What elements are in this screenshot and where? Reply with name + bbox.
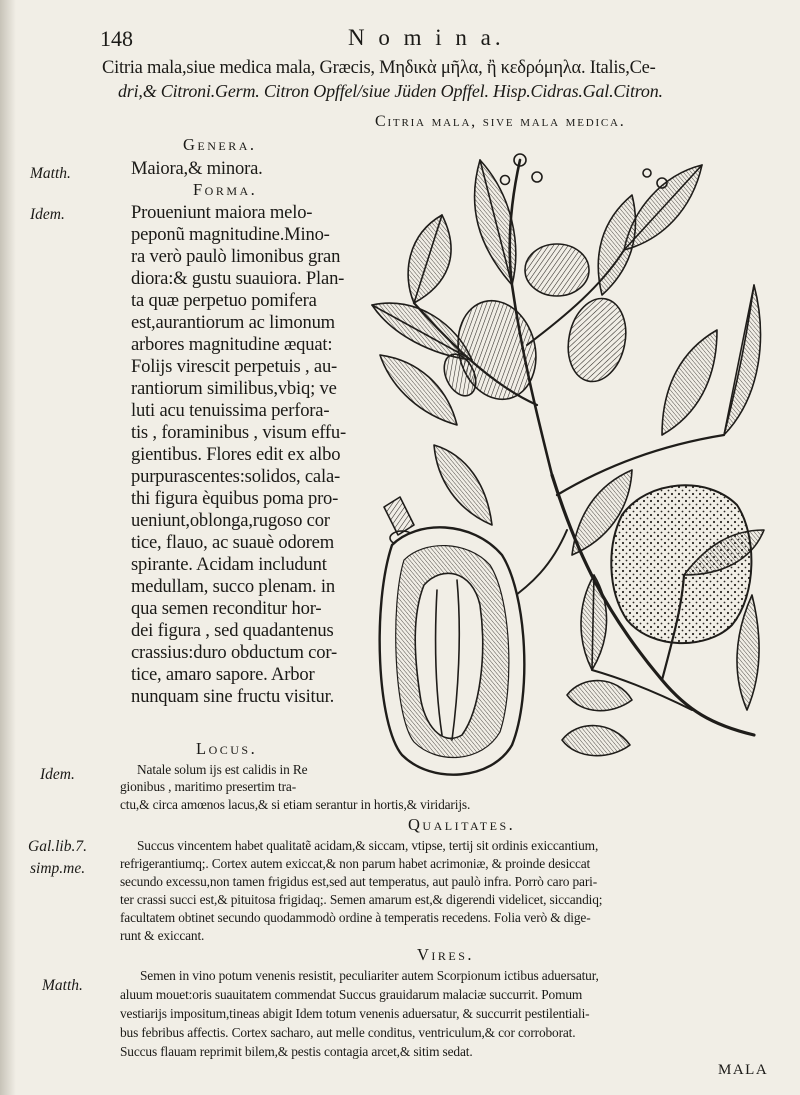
- genera-heading: Genera.: [183, 135, 257, 154]
- vires-line: Semen in vino potum venenis resistit, peculiariter autem Scorpionum ictibus aduersatur,: [140, 968, 599, 983]
- margin-note-matth-vires: Matth.: [42, 977, 83, 994]
- forma-line: thi figura èquibus poma pro-: [131, 488, 339, 509]
- forma-line: purpurascentes:solidos, cala-: [131, 466, 340, 487]
- qualitates-line: refrigerantiumq;. Cortex autem exiccat,& non parum habet acrimoniæ, & proinde desiccat: [120, 856, 591, 871]
- genera-text: Maiora,& minora.: [131, 158, 263, 179]
- qualitates-line: secundo excessu,non tamen frigidus est,sed aut temperatus, aut paulò infra. Porrò caro pari-: [120, 874, 598, 889]
- margin-note-matth: Matth.: [30, 165, 71, 182]
- page-number: 148: [100, 26, 133, 51]
- margin-note-idem: Idem.: [30, 206, 65, 223]
- citron-woodcut-illustration: [362, 135, 770, 785]
- margin-note-simp-me: simp.me.: [30, 860, 86, 877]
- forma-line: medullam, succo plenam. in: [131, 576, 335, 597]
- vires-line: Succus flauam reprimit bilem,& pestis contagia arcet,& sitim sedat.: [120, 1044, 473, 1059]
- vires-line: vestiarijs impositum,tineas abigit Idem totum venenis aduersatur, & succurrit pestilentiali-: [120, 1006, 590, 1021]
- forma-line: nunquam sine fructu visitur.: [131, 686, 335, 707]
- forma-line: Folijs virescit perpetuis , au-: [131, 356, 338, 377]
- forma-line: qua semen reconditur hor-: [131, 598, 322, 619]
- forma-line: crassius:duro obductum cor-: [131, 642, 337, 663]
- forma-line: tice, flauo, ac suauè odorem: [131, 532, 334, 553]
- locus-line: Natale solum ijs est calidis in Re: [137, 762, 308, 777]
- margin-note-idem-locus: Idem.: [40, 766, 75, 783]
- names-line-2: dri,& Citroni.Germ. Citron Opffel/siue Jüden Opffel. Hisp.Cidras.Gal.Citron.: [118, 81, 663, 101]
- forma-line: tis , foraminibus , visum effu-: [131, 422, 347, 443]
- vires-line: aluum mouet:oris suauitatem commendat Succus grauidarum malaciæ succurrit. Pomum: [120, 987, 583, 1002]
- names-line-1: Citria mala,siue medica mala, Græcis, Μηδικὰ μῆλα, ἢ κεδρόμηλα. Italis,Ce-: [102, 58, 656, 78]
- qualitates-line: Succus vincentem habet qualitatẽ acidam,& siccam, vtipse, tertij sit ordinis exiccantium,: [137, 838, 599, 853]
- forma-line: luti acu tenuissima perfora-: [131, 400, 330, 421]
- forma-line: ta quæ perpetuo pomifera: [131, 290, 317, 311]
- forma-line: spirante. Acidam includunt: [131, 554, 327, 575]
- forma-heading: Forma.: [193, 180, 258, 199]
- catchword: MALA: [718, 1062, 769, 1078]
- vires-heading: Vires.: [417, 945, 475, 964]
- qualitates-line: runt & exiccant.: [120, 928, 205, 943]
- locus-line: ctu,& circa amœnos lacus,& si etiam serantur in hortis,& viridarijs.: [120, 797, 471, 812]
- margin-note-gal-lib: Gal.lib.7.: [28, 838, 87, 855]
- qualitates-line: facultatem obtinet secundo quodammodò ordine à temperatis recedens. Folia verò & dige-: [120, 910, 591, 925]
- forma-line: gientibus. Flores edit ex albo: [131, 444, 341, 465]
- forma-line: peponũ magnitudine.Mino-: [131, 224, 330, 245]
- forma-line: rantiorum similibus,vbiq; ve: [131, 378, 337, 399]
- locus-line: gionibus , maritimo presertim tra-: [120, 779, 297, 794]
- forma-line: ueniunt,oblonga,rugoso cor: [131, 510, 330, 531]
- forma-line: ra verò paulò limonibus gran: [131, 246, 341, 267]
- qualitates-line: ter crassi succi est,& pituitosa frigidaq;. Semen amarum est,& digerendi videlicet, siccandiq;: [120, 892, 603, 907]
- forma-line: arbores magnitudine æquat:: [131, 334, 333, 355]
- forma-line: est,aurantiorum ac limonum: [131, 312, 335, 333]
- running-title: N o m i n a.: [348, 25, 505, 50]
- forma-line: diora:& gustu suauiora. Plan-: [131, 268, 345, 289]
- figure-caption: Citria mala, sive mala medica.: [375, 113, 626, 130]
- forma-line: Proueniunt maiora melo-: [131, 202, 313, 223]
- qualitates-heading: Qualitates.: [408, 815, 516, 834]
- forma-line: tice, amaro sapore. Arbor: [131, 664, 315, 685]
- gutter-shadow: [0, 0, 16, 1095]
- locus-heading: Locus.: [196, 739, 258, 758]
- vires-line: bus febribus affectis. Cortex sacharo, aut melle conditus, ventriculum,& cor corroborat.: [120, 1025, 576, 1040]
- forma-line: dei figura , sed quadantenus: [131, 620, 334, 641]
